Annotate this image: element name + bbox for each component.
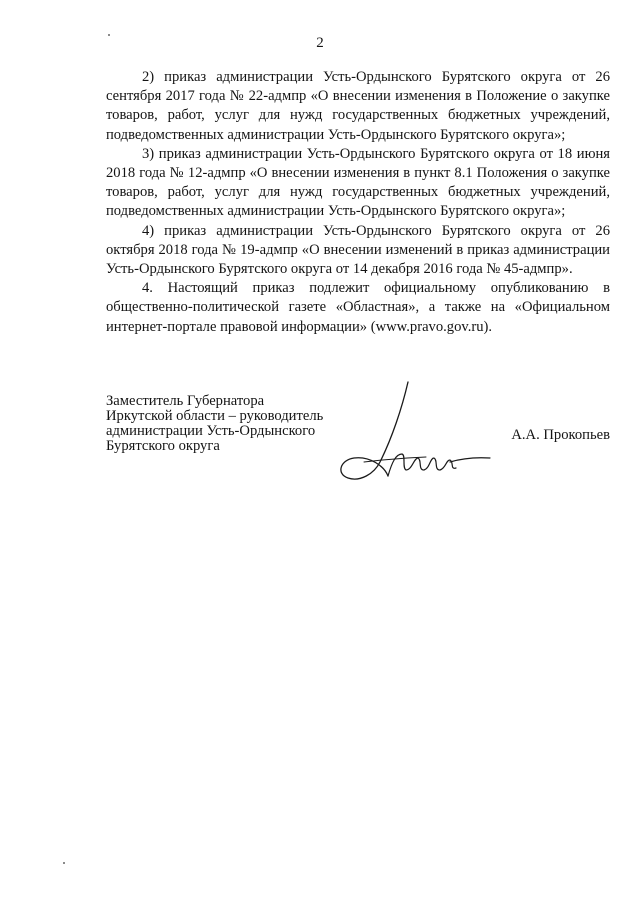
document-body	[106, 68, 610, 337]
signatory-title-line: администрации Усть-Ордынского	[106, 423, 316, 439]
signatory-title-line: Иркутской области – руководитель	[106, 408, 324, 424]
paragraph-item-4: 4) приказ администрации Усть-Ордынского Бурятского округа от 26 октября 2018 года № 19-адмпр «О внесении изменений в приказ администрации Усть-Ордынского Бурятского округа от 14 декабря 2016 года № 45-адмпр».	[106, 222, 610, 278]
signature-stroke	[448, 452, 492, 466]
handwritten-signature	[330, 378, 490, 488]
paragraph-publication: 4. Настоящий приказ подлежит официальному опубликованию в общественно-политической газете «Областная», а также на «Официальном интернет-портале правовой информации» (www.pravo.gov.ru).	[106, 280, 610, 335]
paragraph-item-3: 3) приказ администрации Усть-Ордынского Бурятского округа от 18 июня 2018 года № 12-адмпр «О внесении изменения в пункт 8.1 Положения о закупке товаров, работ, услуг для нужд государственных бюджетных учреждений, подведомственных администрации Усть-Ордынского Бурятского округа»;	[106, 145, 610, 220]
scan-speck	[63, 862, 65, 864]
signatory-name: А.А. Прокопьев	[511, 427, 610, 443]
signatory-title-line: Бурятского округа	[106, 438, 220, 454]
signatory-title-line: Заместитель Губернатора	[106, 393, 265, 409]
page-number: 2	[316, 35, 324, 51]
paragraph-item-2: 2) приказ администрации Усть-Ордынского Бурятского округа от 26 сентября 2017 года № 22-адмпр «О внесении изменения в Положение о закупке товаров, работ, услуг для нужд государственных бюджетных учреждений, подведомственных администрации Усть-Ордынского Бурятского округа»;	[106, 69, 610, 143]
